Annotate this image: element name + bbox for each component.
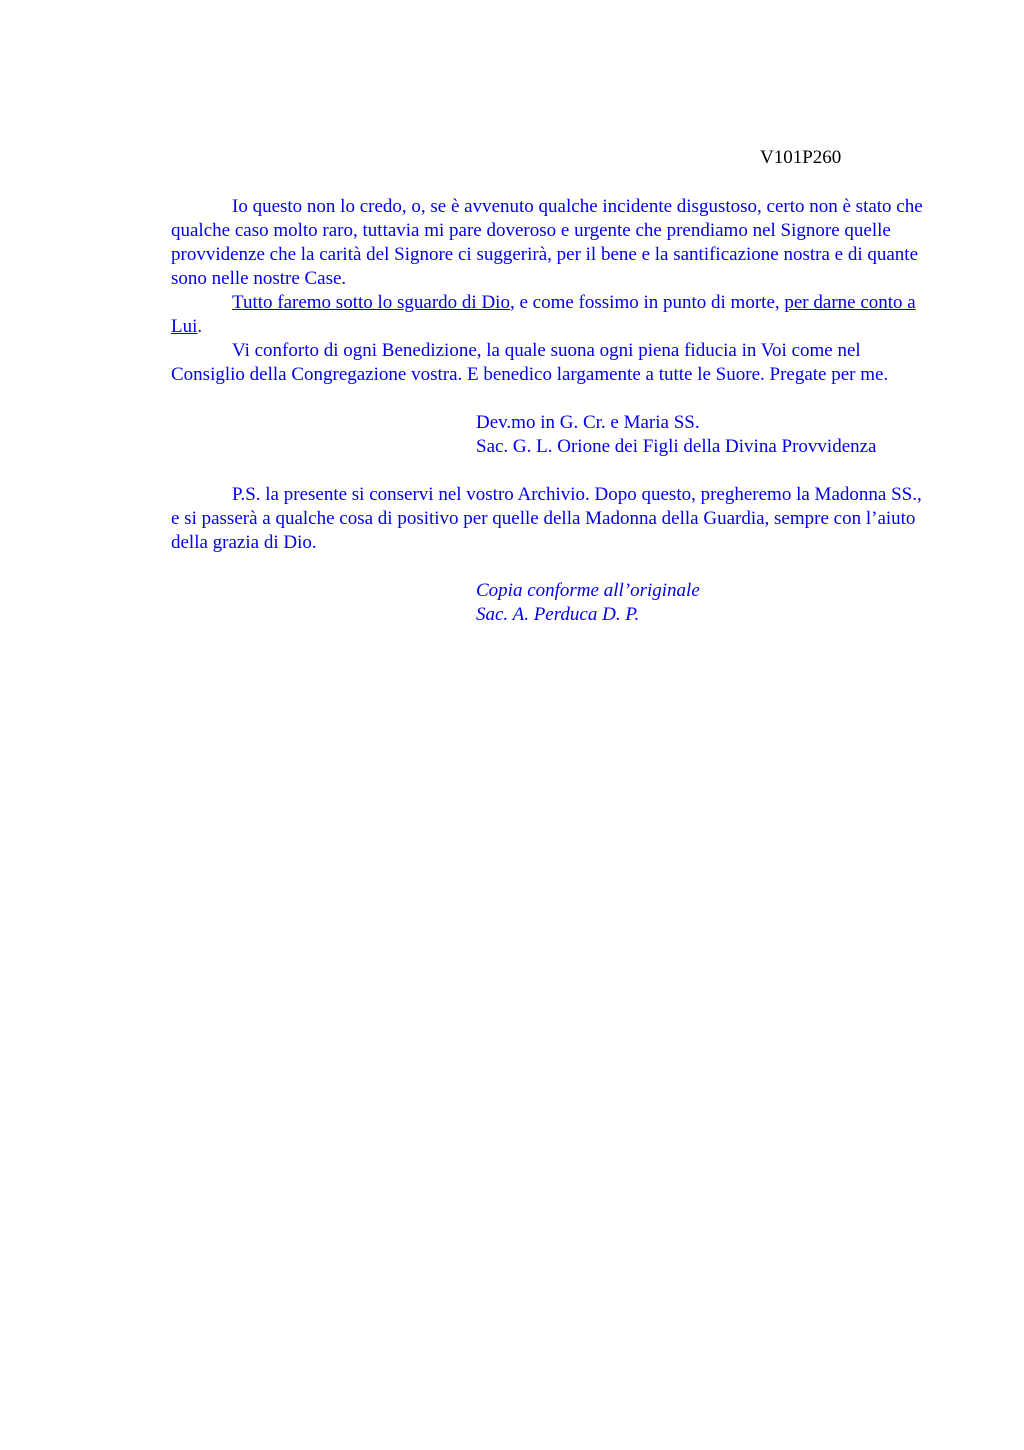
paragraph-2: [171, 291, 923, 339]
page-code: V101P260: [760, 147, 842, 168]
signature-line-2: Sac. G. L. Orione dei Figli della Divina Provvidenza: [476, 436, 877, 457]
underlined-phrase-1: Tutto faremo sotto lo sguardo di Dio: [232, 292, 510, 313]
paragraph-2-end: .: [197, 316, 203, 337]
certification-line-2: Sac. A. Perduca D. P.: [476, 604, 640, 625]
postscript: P.S. la presente si conservi nel vostro Archivio. Dopo questo, pregheremo la Madonna SS., e si passerà a qualche cosa di positivo per quelle della Madonna della Guardia, sempre con l’aiuto della grazia di Dio.: [171, 484, 922, 553]
paragraph-1: Io questo non lo credo, o, se è avvenuto qualche incidente disgustoso, certo non è stato che qualche caso molto raro, tuttavia mi pare doveroso e urgente che prendiamo nel Signore quelle provvidenze che la carità del Signore ci suggerirà, per il bene e la santificazione nostra e di quante sono nelle nostre Case.: [171, 196, 923, 289]
certification-line-1: Copia conforme all’originale: [476, 580, 700, 601]
spacer: [171, 555, 923, 579]
paragraph-2-middle: , e come fossimo in punto di morte,: [509, 292, 785, 313]
spacer: [171, 387, 923, 411]
underlined-phrase-2: per darne conto a Lui: [171, 292, 916, 337]
paragraph-3: Vi conforto di ogni Benedizione, la quale suona ogni piena fiducia in Voi come nel Consiglio della Congregazione vostra. E benedico largamente a tutte le Suore. Pregate per me.: [171, 340, 889, 385]
signature-line-1: Dev.mo in G. Cr. e Maria SS.: [476, 412, 700, 433]
spacer: [171, 459, 923, 483]
letter-body: [171, 195, 923, 627]
